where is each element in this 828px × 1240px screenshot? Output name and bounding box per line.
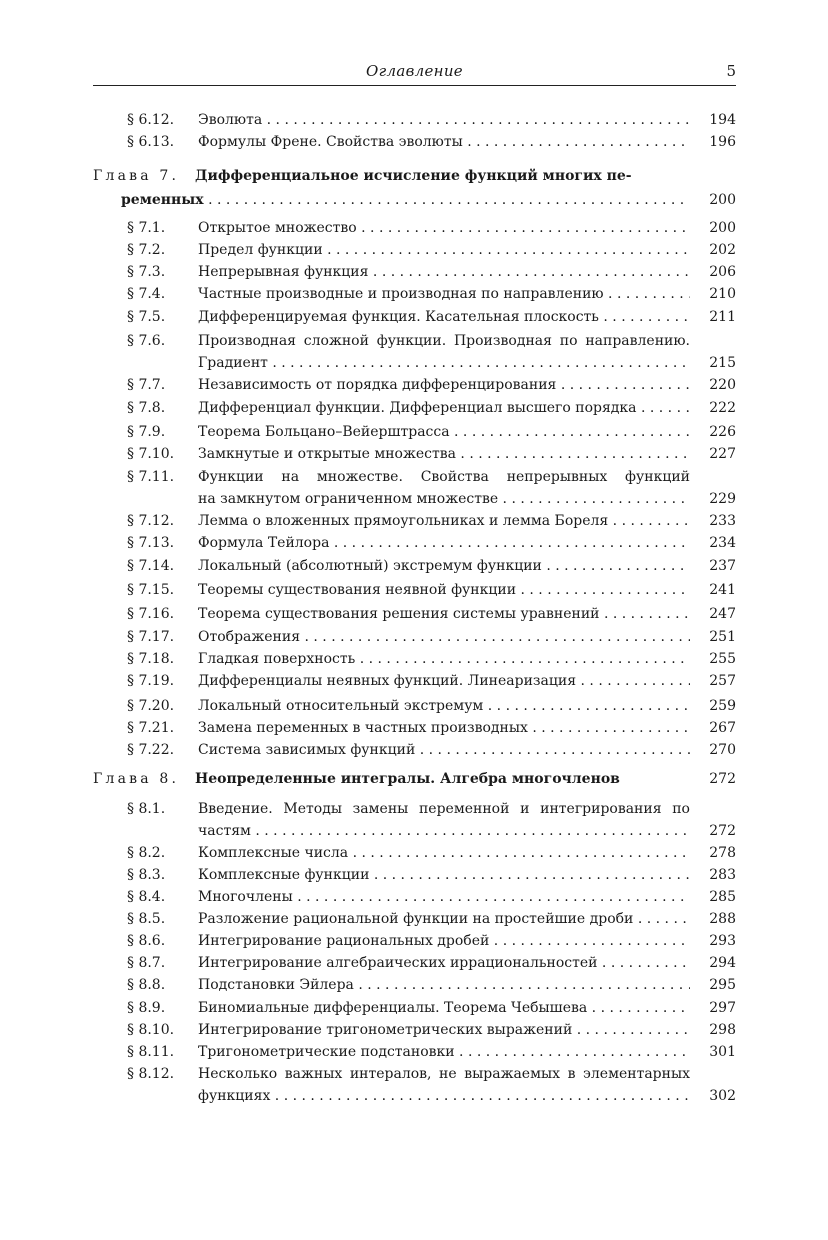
section-title: Локальный относительный экстремум . . . bbox=[198, 695, 690, 717]
chapter-page: 272 bbox=[709, 771, 736, 787]
section-number: § 7.16. bbox=[127, 606, 175, 622]
section-number: § 8.5. bbox=[127, 911, 166, 927]
section-number: § 7.8. bbox=[127, 400, 166, 416]
toc-entry-7-5[interactable] bbox=[93, 306, 736, 328]
toc-entry-7-2[interactable] bbox=[93, 239, 736, 261]
section-title: Замена переменных в частных производных . . . bbox=[198, 717, 690, 739]
section-number: § 8.12. bbox=[127, 1066, 175, 1082]
header-title: Оглавление bbox=[366, 62, 463, 80]
section-title: Дифференциалы неявных функций. Линеаризация . . . bbox=[198, 670, 690, 692]
section-page: 229 bbox=[709, 491, 736, 507]
toc-entry-7-22[interactable] bbox=[93, 739, 736, 761]
chapter-label: Глава 7. bbox=[93, 168, 180, 184]
toc-entry-7-1[interactable] bbox=[93, 217, 736, 239]
section-title: Комплексные функции . . . bbox=[198, 864, 690, 886]
section-title: Подстановки Эйлера . . . bbox=[198, 974, 690, 996]
section-number: § 7.7. bbox=[127, 377, 166, 393]
toc-entry-8-3[interactable] bbox=[93, 864, 736, 886]
section-page: 233 bbox=[709, 513, 736, 529]
section-title: Интегрирование рациональных дробей . . . bbox=[198, 930, 690, 952]
section-number: § 7.12. bbox=[127, 513, 175, 529]
section-page: 278 bbox=[709, 845, 736, 861]
section-page: 251 bbox=[709, 629, 736, 645]
section-title: Эволюта . . . bbox=[198, 109, 690, 131]
section-number: § 7.1. bbox=[127, 220, 166, 236]
section-number: § 7.2. bbox=[127, 242, 166, 258]
section-number: § 8.10. bbox=[127, 1022, 175, 1038]
section-page: 294 bbox=[709, 955, 736, 971]
section-page: 194 bbox=[709, 112, 736, 128]
toc-entry-7-6[interactable] bbox=[93, 330, 736, 352]
section-number: § 7.15. bbox=[127, 582, 175, 598]
toc-entry-8-12[interactable] bbox=[93, 1063, 736, 1085]
section-number: § 7.18. bbox=[127, 651, 175, 667]
toc-entry-8-1-cont[interactable] bbox=[93, 820, 736, 842]
section-number: § 7.5. bbox=[127, 309, 166, 325]
section-title: Производная сложной функции. Производная по направлению. bbox=[198, 333, 690, 349]
toc-entry-8-11[interactable] bbox=[93, 1041, 736, 1063]
section-title: Теорема существования решения системы уравнений . . . bbox=[198, 603, 690, 625]
section-number: § 7.21. bbox=[127, 720, 175, 736]
section-title: Интегрирование алгебраических иррациональностей . . . bbox=[198, 952, 690, 974]
section-page: 288 bbox=[709, 911, 736, 927]
section-title: Отображения . . . bbox=[198, 626, 690, 648]
toc-entry-7-11-cont[interactable] bbox=[93, 488, 736, 510]
section-page: 270 bbox=[709, 742, 736, 758]
section-number: § 8.1. bbox=[127, 801, 166, 817]
section-title: Непрерывная функция . . . bbox=[198, 261, 690, 283]
toc-entry-8-1[interactable] bbox=[93, 798, 736, 820]
toc-entry-7-16[interactable] bbox=[93, 603, 736, 625]
section-number: § 8.8. bbox=[127, 977, 166, 993]
chapter-title-cont-text: ременных bbox=[121, 192, 204, 208]
section-number: § 8.2. bbox=[127, 845, 166, 861]
section-number: § 8.3. bbox=[127, 867, 166, 883]
section-number: § 8.6. bbox=[127, 933, 166, 949]
toc-entry-7-9[interactable] bbox=[93, 421, 736, 443]
section-page: 206 bbox=[709, 264, 736, 280]
section-page: 241 bbox=[709, 582, 736, 598]
toc-entry-7-10[interactable] bbox=[93, 443, 736, 465]
section-number: § 8.4. bbox=[127, 889, 166, 905]
section-title: Лемма о вложенных прямоугольниках и лемма Бореля . . . bbox=[198, 510, 690, 532]
running-header bbox=[93, 58, 736, 86]
section-number: § 8.7. bbox=[127, 955, 166, 971]
section-page: 295 bbox=[709, 977, 736, 993]
section-title-cont: Градиент . . . bbox=[198, 352, 690, 374]
section-number: § 8.11. bbox=[127, 1044, 175, 1060]
header-page-number: 5 bbox=[726, 62, 736, 80]
section-page: 267 bbox=[709, 720, 736, 736]
section-title: Теорема Больцано–Вейерштрасса . . . bbox=[198, 421, 690, 443]
toc-entry-8-4[interactable] bbox=[93, 886, 736, 908]
section-title: Дифференциал функции. Дифференциал высшего порядка . . . bbox=[198, 397, 690, 419]
section-number: § 6.12. bbox=[127, 112, 175, 128]
section-title: Открытое множество . . . bbox=[198, 217, 690, 239]
toc-entry-8-5[interactable] bbox=[93, 908, 736, 930]
section-title: Формулы Френе. Свойства эволюты . . . bbox=[198, 131, 690, 153]
section-page: 210 bbox=[709, 286, 736, 302]
section-title: Независимость от порядка дифференцирования . . . bbox=[198, 374, 690, 396]
section-page: 196 bbox=[709, 134, 736, 150]
section-page: 220 bbox=[709, 377, 736, 393]
section-page: 202 bbox=[709, 242, 736, 258]
section-title-cont: частям . . . bbox=[198, 820, 690, 842]
toc-entry-8-8[interactable] bbox=[93, 974, 736, 996]
chapter-title: Неопределенные интегралы. Алгебра многочленов bbox=[195, 771, 620, 787]
section-page: 222 bbox=[709, 400, 736, 416]
section-title: Разложение рациональной функции на простейшие дроби . . . bbox=[198, 908, 690, 930]
section-page: 226 bbox=[709, 424, 736, 440]
section-page: 285 bbox=[709, 889, 736, 905]
chapter-7-heading[interactable] bbox=[93, 165, 736, 187]
section-page: 200 bbox=[709, 220, 736, 236]
section-page: 247 bbox=[709, 606, 736, 622]
section-number: § 7.11. bbox=[127, 469, 175, 485]
section-page: 293 bbox=[709, 933, 736, 949]
toc-entry-7-21[interactable] bbox=[93, 717, 736, 739]
toc-entry-7-13[interactable] bbox=[93, 532, 736, 554]
section-page: 211 bbox=[709, 309, 736, 325]
section-page: 237 bbox=[709, 558, 736, 574]
section-number: § 7.19. bbox=[127, 673, 175, 689]
chapter-8-heading[interactable] bbox=[93, 768, 736, 790]
section-title: Замкнутые и открытые множества . . . bbox=[198, 443, 690, 465]
section-page: 301 bbox=[709, 1044, 736, 1060]
section-number: § 6.13. bbox=[127, 134, 175, 150]
section-number: § 7.14. bbox=[127, 558, 175, 574]
section-number: § 7.6. bbox=[127, 333, 166, 349]
chapter-title-cont bbox=[121, 189, 690, 211]
section-title: Формула Тейлора . . . bbox=[198, 532, 690, 554]
section-page: 298 bbox=[709, 1022, 736, 1038]
section-title: Теоремы существования неявной функции . . . bbox=[198, 579, 690, 601]
section-page: 259 bbox=[709, 698, 736, 714]
section-title: Тригонометрические подстановки . . . bbox=[198, 1041, 690, 1063]
chapter-title: Дифференциальное исчисление функций многих пе- bbox=[195, 168, 632, 184]
section-page: 215 bbox=[709, 355, 736, 371]
section-page: 257 bbox=[709, 673, 736, 689]
toc-entry-8-12-cont[interactable] bbox=[93, 1085, 736, 1107]
section-title-cont: функциях . . . bbox=[198, 1085, 690, 1107]
section-title: Предел функции . . . bbox=[198, 239, 690, 261]
section-page: 272 bbox=[709, 823, 736, 839]
section-number: § 7.17. bbox=[127, 629, 175, 645]
toc-entry-7-17[interactable] bbox=[93, 626, 736, 648]
section-title: Дифференцируемая функция. Касательная плоскость . . . bbox=[198, 306, 690, 328]
section-number: § 7.22. bbox=[127, 742, 175, 758]
toc-entry-8-10[interactable] bbox=[93, 1019, 736, 1041]
toc-entry-7-3[interactable] bbox=[93, 261, 736, 283]
section-number: § 7.4. bbox=[127, 286, 166, 302]
toc-entry-7-4[interactable] bbox=[93, 283, 736, 305]
section-title: Интегрирование тригонометрических выражений . . . bbox=[198, 1019, 690, 1041]
section-page: 234 bbox=[709, 535, 736, 551]
section-title: Частные производные и производная по направлению . . . bbox=[198, 283, 690, 305]
toc-entry-7-8[interactable] bbox=[93, 397, 736, 419]
toc-entry-8-7[interactable] bbox=[93, 952, 736, 974]
section-page: 255 bbox=[709, 651, 736, 667]
toc-entry-7-11[interactable] bbox=[93, 466, 736, 488]
section-title: Несколько важных интералов, не выражаемых в элементарных bbox=[198, 1066, 690, 1082]
toc-entry-7-18[interactable] bbox=[93, 648, 736, 670]
chapter-page: 200 bbox=[709, 192, 736, 208]
section-title: Биномиальные дифференциалы. Теорема Чебышева . . . bbox=[198, 997, 690, 1019]
toc-entry-8-2[interactable] bbox=[93, 842, 736, 864]
toc-entry-7-6-cont[interactable] bbox=[93, 352, 736, 374]
toc-entry-7-7[interactable] bbox=[93, 374, 736, 396]
toc-entry-8-6[interactable] bbox=[93, 930, 736, 952]
section-title: Комплексные числа . . . bbox=[198, 842, 690, 864]
chapter-label: Глава 8. bbox=[93, 771, 180, 787]
section-title: Локальный (абсолютный) экстремум функции . . . bbox=[198, 555, 690, 577]
section-number: § 7.3. bbox=[127, 264, 166, 280]
toc-entry-7-14[interactable] bbox=[93, 555, 736, 577]
section-page: 283 bbox=[709, 867, 736, 883]
section-title: Многочлены . . . bbox=[198, 886, 690, 908]
toc-entry-6-12[interactable] bbox=[93, 109, 736, 131]
section-page: 297 bbox=[709, 1000, 736, 1016]
section-page: 227 bbox=[709, 446, 736, 462]
section-number: § 7.20. bbox=[127, 698, 175, 714]
toc-page bbox=[93, 58, 736, 86]
section-number: § 8.9. bbox=[127, 1000, 166, 1016]
toc-entry-7-12[interactable] bbox=[93, 510, 736, 532]
toc-entry-6-13[interactable] bbox=[93, 131, 736, 153]
section-title: Гладкая поверхность . . . bbox=[198, 648, 690, 670]
toc-entry-7-15[interactable] bbox=[93, 579, 736, 601]
section-title: Введение. Методы замены переменной и интегрирования по bbox=[198, 801, 690, 817]
toc-entry-8-9[interactable] bbox=[93, 997, 736, 1019]
chapter-7-heading-cont[interactable] bbox=[93, 189, 736, 211]
section-title: Система зависимых функций . . . bbox=[198, 739, 690, 761]
section-number: § 7.10. bbox=[127, 446, 175, 462]
section-page: 302 bbox=[709, 1088, 736, 1104]
toc-entry-7-19[interactable] bbox=[93, 670, 736, 692]
section-number: § 7.9. bbox=[127, 424, 166, 440]
section-title: Функции на множестве. Свойства непрерывных функций bbox=[198, 469, 690, 485]
toc-entry-7-20[interactable] bbox=[93, 695, 736, 717]
section-title-cont: на замкнутом ограниченном множестве . . . bbox=[198, 488, 690, 510]
section-number: § 7.13. bbox=[127, 535, 175, 551]
